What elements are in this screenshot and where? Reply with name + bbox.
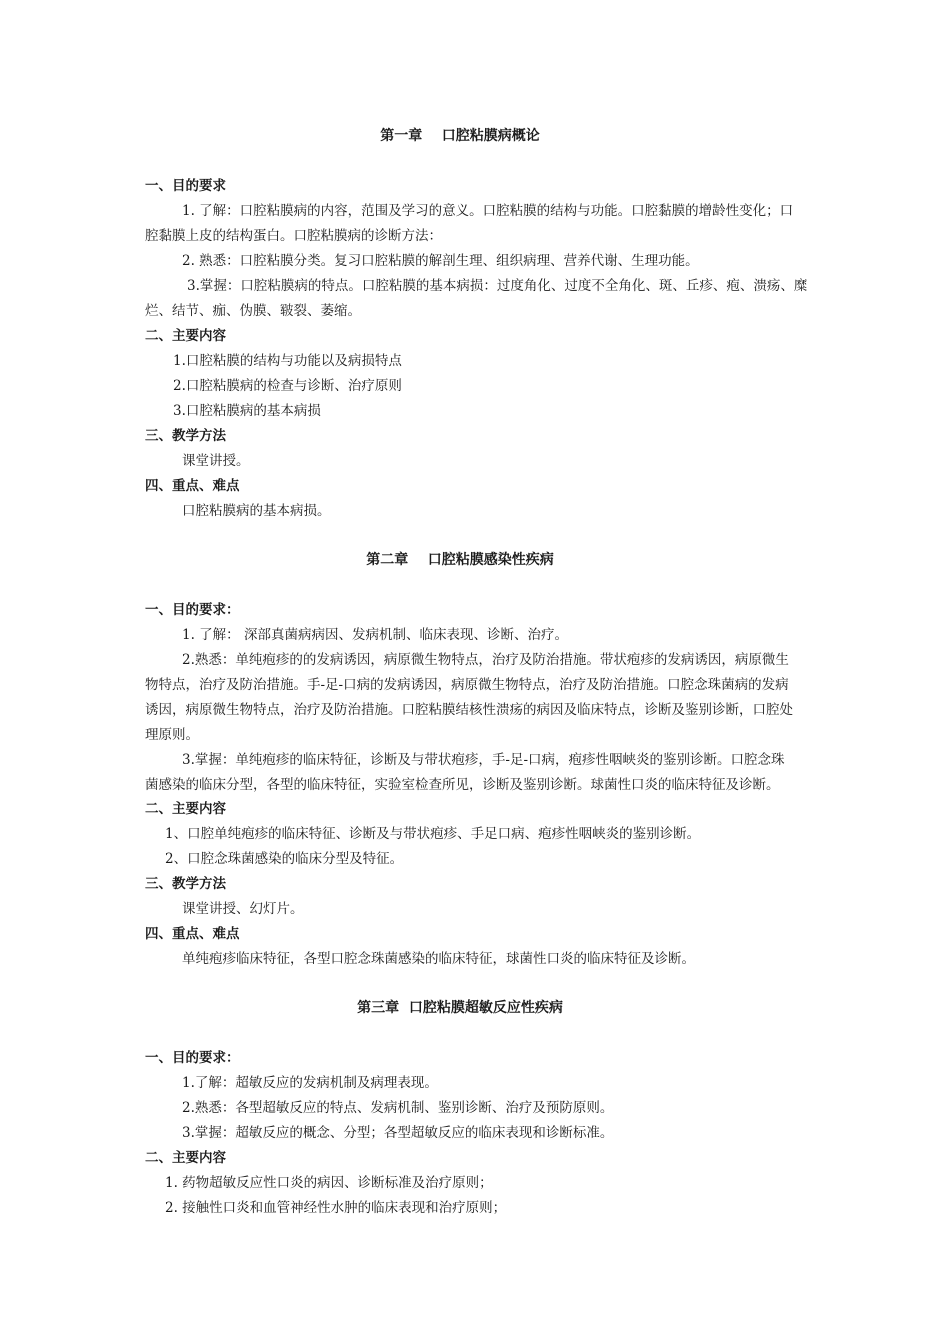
- ch2-method: 课堂讲授、幻灯片。: [182, 901, 304, 917]
- ch1-key-heading: 四、重点、难点: [145, 478, 240, 494]
- ch2-content-1: 1、口腔单纯疱疹的临床特征、诊断及与带状疱疹、手足口病、疱疹性咽峡炎的鉴别诊断。: [165, 826, 701, 842]
- chapter-1-title: 第一章 口腔粘膜病概论: [380, 128, 540, 144]
- chapter-3-title: 第三章 口腔粘膜超敏反应性疾病: [357, 1000, 563, 1016]
- ch1-content-1: 1.口腔粘膜的结构与功能以及病损特点: [173, 353, 402, 369]
- ch3-goal-1: 1.了解：超敏反应的发病机制及病理表现。: [182, 1075, 438, 1091]
- ch1-goals-heading: 一、目的要求: [145, 178, 226, 194]
- ch3-goals-heading: 一、目的要求：: [145, 1050, 240, 1066]
- ch2-content-2: 2、口腔念珠菌感染的临床分型及特征。: [165, 851, 404, 867]
- ch1-content-2: 2.口腔粘膜病的检查与诊断、治疗原则: [173, 378, 402, 394]
- ch1-goal-3: 3.掌握：口腔粘膜病的特点。口腔粘膜的基本病损：过度角化、过度不全角化、斑、丘疹、疱、溃疡、糜: [187, 278, 808, 294]
- ch1-key: 口腔粘膜病的基本病损。: [182, 503, 331, 519]
- ch2-goal-1: 1. 了解： 深部真菌病病因、发病机制、临床表现、诊断、治疗。: [182, 627, 568, 643]
- chapter-2-title: 第二章 口腔粘膜感染性疾病: [366, 552, 554, 568]
- ch1-method: 课堂讲授。: [182, 453, 250, 469]
- ch1-goal-3-cont: 烂、结节、痂、伪膜、皲裂、萎缩。: [145, 303, 361, 319]
- ch2-goal-2: 2.熟悉：单纯疱疹的的发病诱因，病原微生物特点，治疗及防治措施。带状疱疹的发病诱因，病原微生: [182, 652, 789, 668]
- ch3-content-2: 2. 接触性口炎和血管神经性水肿的临床表现和治疗原则；: [165, 1200, 507, 1216]
- ch2-goals-heading: 一、目的要求：: [145, 602, 240, 618]
- ch1-content-3: 3.口腔粘膜病的基本病损: [173, 403, 321, 419]
- ch3-goal-2: 2.熟悉：各型超敏反应的特点、发病机制、鉴别诊断、治疗及预防原则。: [182, 1100, 614, 1116]
- ch3-goal-3: 3.掌握：超敏反应的概念、分型；各型超敏反应的临床表现和诊断标准。: [182, 1125, 614, 1141]
- ch2-goal-3: 3.掌握：单纯疱疹的临床特征，诊断及与带状疱疹，手-足-口病，疱疹性咽峡炎的鉴别诊断。口腔念珠: [182, 752, 785, 768]
- ch2-method-heading: 三、教学方法: [145, 876, 226, 892]
- ch1-method-heading: 三、教学方法: [145, 428, 226, 444]
- ch1-goal-2: 2. 熟悉：口腔粘膜分类。复习口腔粘膜的解剖生理、组织病理、营养代谢、生理功能。: [182, 253, 699, 269]
- ch3-content-heading: 二、主要内容: [145, 1150, 226, 1166]
- ch2-key: 单纯疱疹临床特征，各型口腔念珠菌感染的临床特征，球菌性口炎的临床特征及诊断。: [182, 951, 695, 967]
- ch2-goal-3-cont: 菌感染的临床分型，各型的临床特征，实验室检查所见，诊断及鉴别诊断。球菌性口炎的临床特征及诊断。: [145, 777, 780, 793]
- ch2-goal-2-cont-2: 诱因，病原微生物特点，治疗及防治措施。口腔粘膜结核性溃疡的病因及临床特点，诊断及鉴别诊断，口腔处: [145, 702, 793, 718]
- ch2-key-heading: 四、重点、难点: [145, 926, 240, 942]
- ch2-content-heading: 二、主要内容: [145, 801, 226, 817]
- ch1-goal-1-cont: 腔黏膜上皮的结构蛋白。口腔粘膜病的诊断方法：: [145, 228, 442, 244]
- ch3-content-1: 1. 药物超敏反应性口炎的病因、诊断标准及治疗原则；: [165, 1175, 493, 1191]
- ch1-goal-1: 1. 了解：口腔粘膜病的内容，范围及学习的意义。口腔粘膜的结构与功能。口腔黏膜的增龄性变化；口: [182, 203, 794, 219]
- ch1-content-heading: 二、主要内容: [145, 328, 226, 344]
- ch2-goal-2-cont-3: 理原则。: [145, 727, 199, 743]
- ch2-goal-2-cont-1: 物特点，治疗及防治措施。手-足-口病的发病诱因，病原微生物特点，治疗及防治措施。口腔念珠菌病的发病: [145, 677, 789, 693]
